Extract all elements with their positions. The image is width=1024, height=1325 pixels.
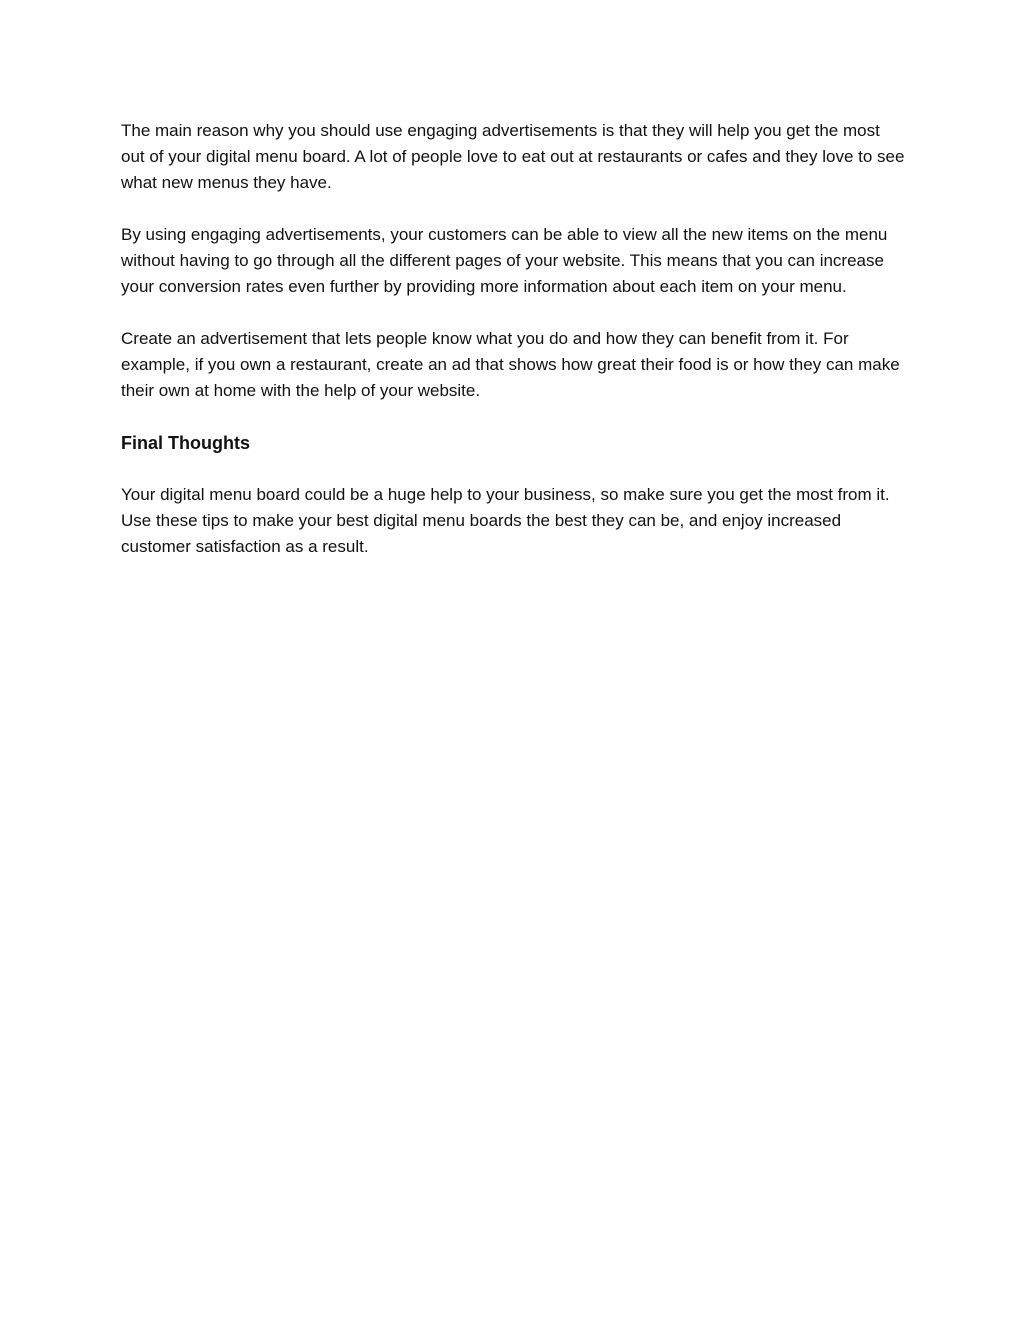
paragraph-engaging-ads-reason: The main reason why you should use engaging advertisements is that they will help you get the most out of your digital menu board. A lot of people love to eat out at restaurants or cafes and they love to see what new menus they have. [121, 121, 905, 192]
paragraph-view-new-items: By using engaging advertisements, your customers can be able to view all the new items on the menu without having to go through all the different pages of your website. This means that you can increase your conversion rates even further by providing more information about each item on your menu. [121, 225, 888, 296]
document-body [121, 118, 906, 586]
paragraph-create-advertisement: Create an advertisement that lets people know what you do and how they can benefit from it. For example, if you own a restaurant, create an ad that shows how great their food is or how they can make their own at home with the help of your website. [121, 329, 900, 400]
paragraph-final-thoughts: Your digital menu board could be a huge help to your business, so make sure you get the most from it. Use these tips to make your best digital menu boards the best they can be, and enjoy increased customer satisfaction as a result. [121, 485, 890, 556]
section-heading-final-thoughts: Final Thoughts [121, 433, 250, 453]
